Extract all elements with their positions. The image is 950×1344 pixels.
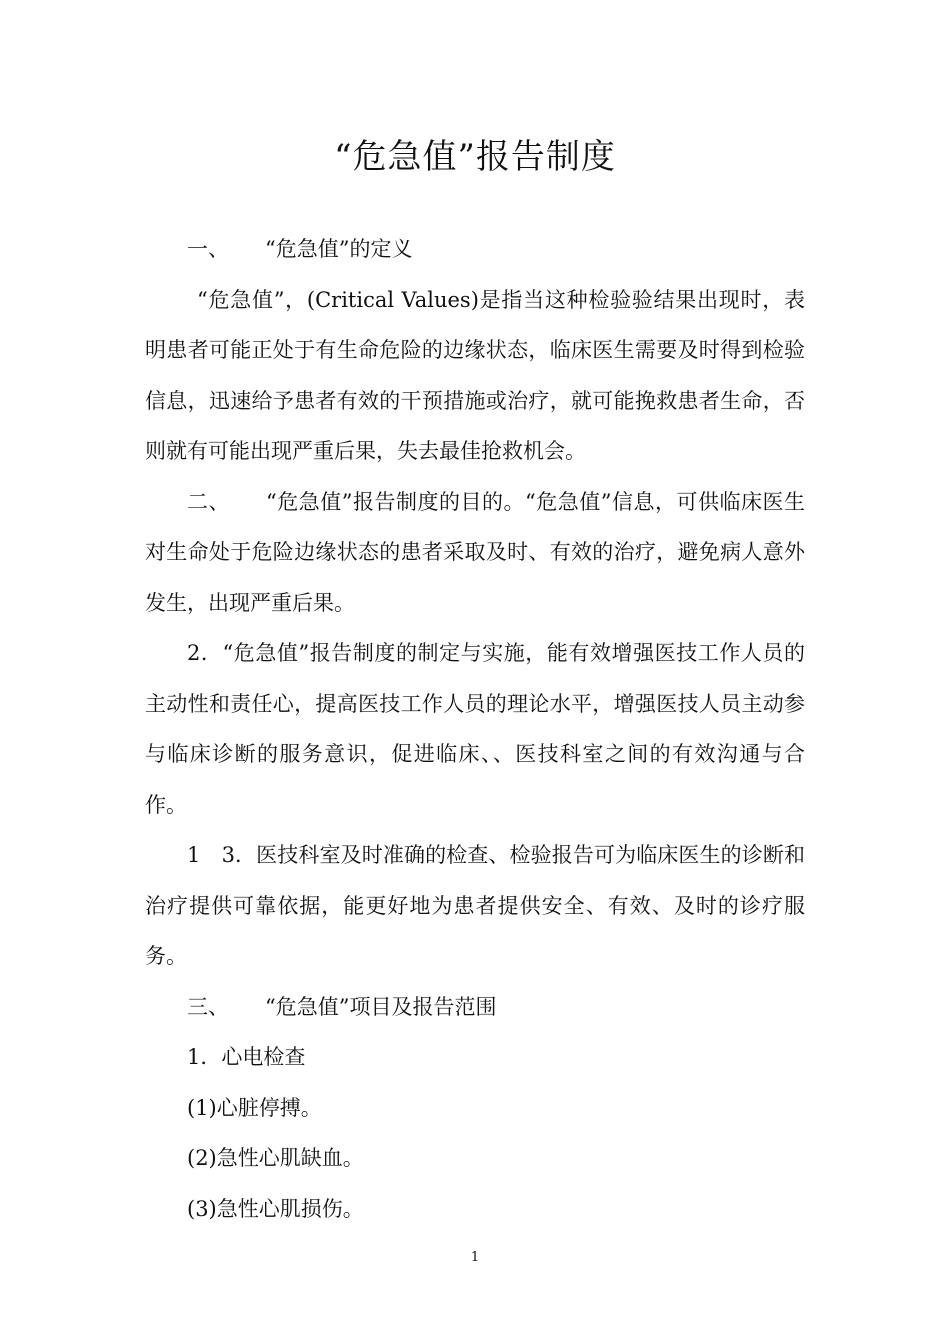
purpose-point-2: 2．“危急值”报告制度的制定与实施，能有效增强医技工作人员的主动性和责任心，提高医技工作人员的理论水平，增强医技人员主动参与临床诊断的服务意识，促进临床、、医技科室之间的有效沟通与合作。: [145, 641, 805, 817]
section-heading-text: “危急值”的定义: [265, 237, 413, 261]
section-heading-purpose: [145, 477, 805, 629]
section-number: 三、: [187, 994, 229, 1019]
document-title: “危急值”报告制度: [334, 137, 616, 177]
page-number: 1: [470, 1250, 480, 1265]
purpose-point-3: 1 3．医技科室及时准确的检查、检验报告可为临床医生的诊断和治疗提供可靠依据，能更好地为患者提供安全、有效、及时的诊疗服务。: [145, 843, 805, 968]
section-heading-definition: [145, 224, 805, 275]
list-item-acute-injury: (3)急性心肌损伤。: [187, 1196, 364, 1221]
list-item-ecg: 1．心电检查: [187, 1045, 306, 1069]
section-heading-text: “危急值”项目及报告范围: [265, 994, 497, 1019]
document-body: [145, 224, 805, 1234]
purpose-paragraph: “危急值”报告制度的目的。“危急值”信息，可供临床医生对生命处于危险边缘状态的患者采取及时、有效的治疗，避免病人意外发生，出现严重后果。: [145, 489, 806, 615]
section-heading-scope: [145, 982, 805, 1033]
list-item-acute-ischemia: (2)急性心肌缺血。: [187, 1146, 364, 1170]
section-number: 二、: [187, 489, 231, 514]
list-item-cardiac-arrest: (1)心脏停搏。: [187, 1095, 322, 1120]
definition-paragraph: “危急值”，(Critical Values)是指当这种检验验结果出现时，表明患者可能正处于有生命危险的边缘状态，临床医生需要及时得到检验信息，迅速给予患者有效的干预措施或治疗，就可能挽救患者生命，否则就有可能出现严重后果，失去最佳抢救机会。: [145, 287, 805, 463]
section-number: 一、: [187, 237, 229, 261]
